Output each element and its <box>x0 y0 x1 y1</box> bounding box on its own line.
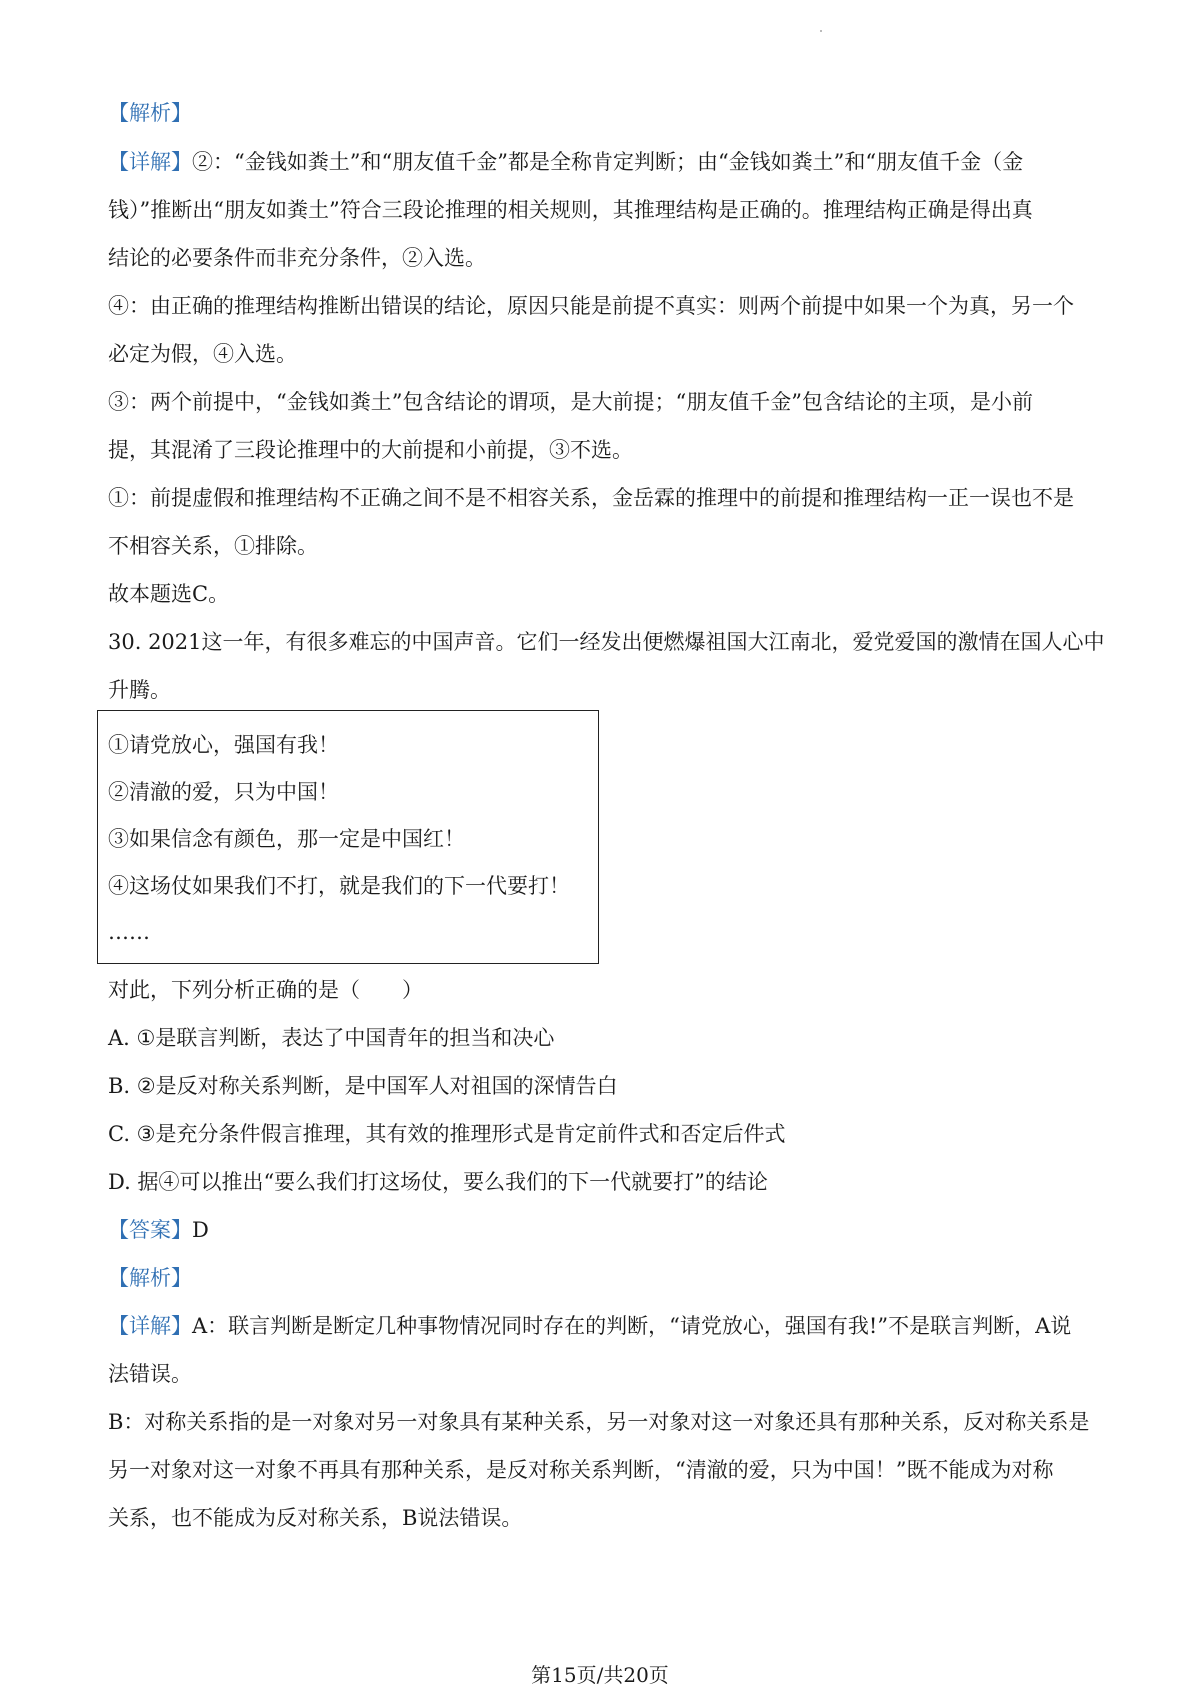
detail-line: 另一对象对这一对象不再具有那种关系，是反对称关系判断，“清澈的爱，只为中国！”既不能成为对称 <box>108 1458 1054 1482</box>
scan-speck <box>820 30 822 32</box>
analysis-heading: 【解析】 <box>108 101 192 125</box>
detail-text: ②：“金钱如粪土”和“朋友值千金”都是全称肯定判断；由“金钱如粪土”和“朋友值千金（金 <box>192 150 1024 174</box>
detail-line: ③：两个前提中，“金钱如粪土”包含结论的谓项，是大前提；“朋友值千金”包含结论的主项，是小前 <box>108 390 1033 414</box>
option-a: A. ①是联言判断，表达了中国青年的担当和决心 <box>108 1026 555 1050</box>
detail-line: 结论的必要条件而非充分条件，②入选。 <box>108 246 486 270</box>
detail-line: 提，其混淆了三段论推理中的大前提和小前提，③不选。 <box>108 438 633 462</box>
quote-line: ④这场仗如果我们不打，就是我们的下一代要打！ <box>108 874 570 898</box>
analysis-heading: 【解析】 <box>108 1266 192 1290</box>
detail-tag: 【详解】 <box>108 1314 192 1338</box>
detail-line <box>108 147 1023 177</box>
option-d: D. 据④可以推出“要么我们打这场仗，要么我们的下一代就要打”的结论 <box>108 1170 768 1194</box>
question-stem: 升腾。 <box>108 678 171 702</box>
detail-line: 不相容关系，①排除。 <box>108 534 318 558</box>
question-stem: 30. 2021这一年，有很多难忘的中国声音。它们一经发出便燃爆祖国大江南北，爱党爱国的激情在国人心中 <box>108 630 1105 654</box>
quote-line: ①请党放心，强国有我！ <box>108 733 339 757</box>
conclusion-line: 故本题选C。 <box>108 582 230 606</box>
quote-line: …… <box>108 920 150 944</box>
detail-tag: 【详解】 <box>108 150 192 174</box>
detail-line: 法错误。 <box>108 1362 192 1386</box>
quote-line: ③如果信念有颜色，那一定是中国红！ <box>108 827 465 851</box>
detail-line: 必定为假，④入选。 <box>108 342 297 366</box>
quote-line: ②清澈的爱，只为中国！ <box>108 780 339 804</box>
detail-line: 关系，也不能成为反对称关系，B说法错误。 <box>108 1506 523 1530</box>
answer-tag: 【答案】 <box>108 1218 192 1242</box>
detail-line <box>108 1311 1071 1341</box>
option-b: B. ②是反对称关系判断，是中国军人对祖国的深情告白 <box>108 1074 618 1098</box>
page-number: 第15页/共20页 <box>531 1663 669 1687</box>
detail-line: ①：前提虚假和推理结构不正确之间不是不相容关系，金岳霖的推理中的前提和推理结构一正一误也不是 <box>108 486 1074 510</box>
answer-value: D <box>192 1218 209 1242</box>
detail-line: B：对称关系指的是一对象对另一对象具有某种关系，另一对象对这一对象还具有那种关系，反对称关系是 <box>108 1410 1090 1434</box>
option-c: C. ③是充分条件假言推理，其有效的推理形式是肯定前件式和否定后件式 <box>108 1122 786 1146</box>
detail-line: 钱）”推断出“朋友如粪土”符合三段论推理的相关规则，其推理结构是正确的。推理结构正确是得出真 <box>108 198 1033 222</box>
detail-text: A：联言判断是断定几种事物情况同时存在的判断，“请党放心，强国有我!”不是联言判断，A说 <box>192 1314 1072 1338</box>
question-prompt: 对此，下列分析正确的是（ ） <box>108 978 423 1002</box>
answer-line <box>108 1215 209 1245</box>
quote-box <box>97 710 599 964</box>
detail-line: ④：由正确的推理结构推断出错误的结论，原因只能是前提不真实：则两个前提中如果一个为真，另一个 <box>108 294 1074 318</box>
